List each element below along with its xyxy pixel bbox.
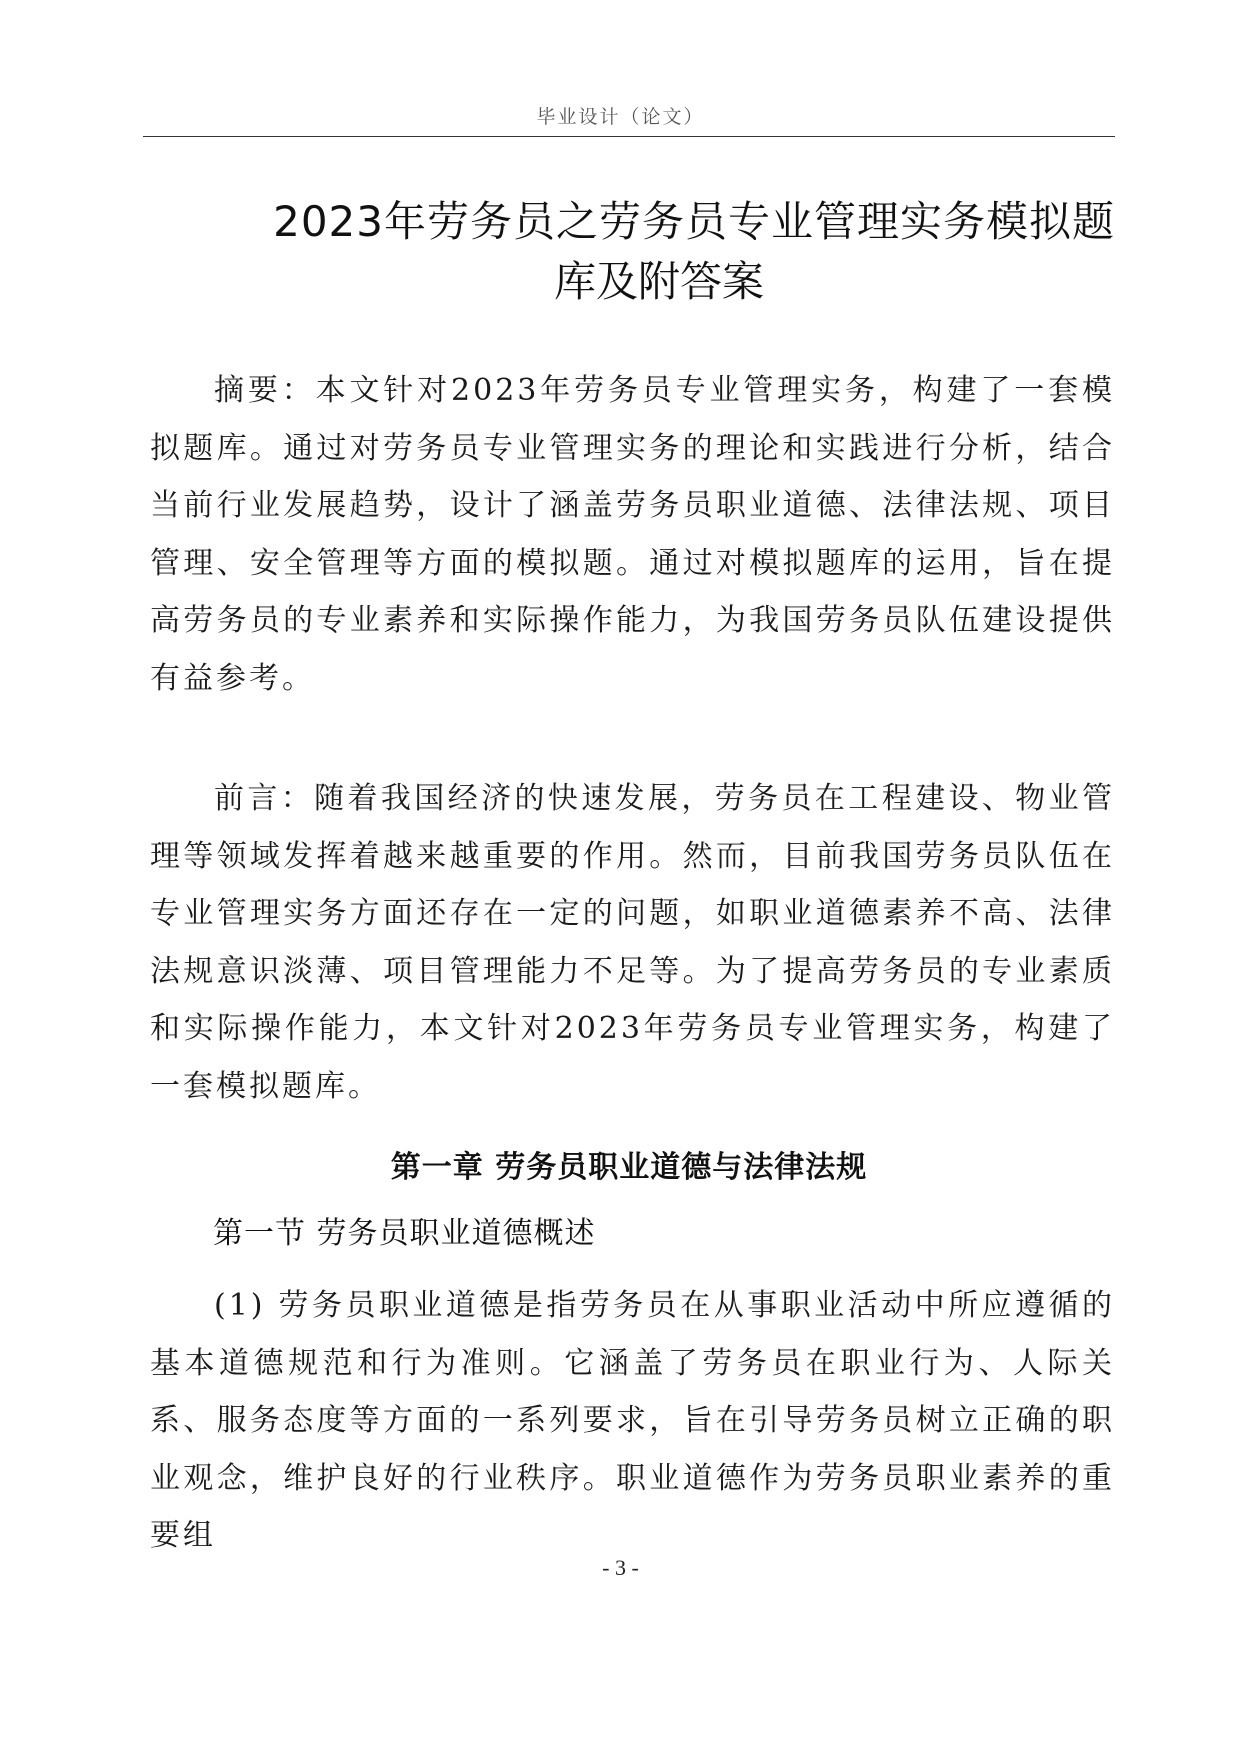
document-title-line-2: 库及附答案 [553, 257, 764, 306]
document-title-line-1: 2023年劳务员之劳务员专业管理实务模拟题 [273, 197, 1115, 246]
document-title [143, 192, 1115, 312]
running-header: 毕业设计（论文） [536, 106, 705, 128]
page-number: - 3 - [602, 1555, 639, 1580]
header-divider [143, 136, 1115, 137]
preface-paragraph: 前言：随着我国经济的快速发展，劳务员在工程建设、物业管理等领域发挥着越来越重要的作用。然而，目前我国劳务员队伍在专业管理实务方面还存在一定的问题，如职业道德素养不高、法律法规意识淡薄、项目管理能力不足等。为了提高劳务员的专业素质和实际操作能力，本文针对2023年劳务员专业管理实务，构建了一套模拟题库。 [150, 781, 1115, 1104]
section-heading: 第一节 劳务员职业道德概述 [213, 1216, 596, 1251]
chapter-heading: 第一章 劳务员职业道德与法律法规 [390, 1150, 868, 1185]
abstract-paragraph: 摘要：本文针对2023年劳务员专业管理实务，构建了一套模拟题库。通过对劳务员专业管理实务的理论和实践进行分析，结合当前行业发展趋势，设计了涵盖劳务员职业道德、法律法规、项目管理、安全管理等方面的模拟题。通过对模拟题库的运用，旨在提高劳务员的专业素养和实际操作能力，为我国劳务员队伍建设提供有益参考。 [150, 373, 1115, 696]
body-paragraph: (1) 劳务员职业道德是指劳务员在从事职业活动中所应遵循的基本道德规范和行为准则。它涵盖了劳务员在职业行为、人际关系、服务态度等方面的一系列要求，旨在引导劳务员树立正确的职业观念，维护良好的行业秩序。职业道德作为劳务员职业素养的重要组 [150, 1288, 1115, 1554]
